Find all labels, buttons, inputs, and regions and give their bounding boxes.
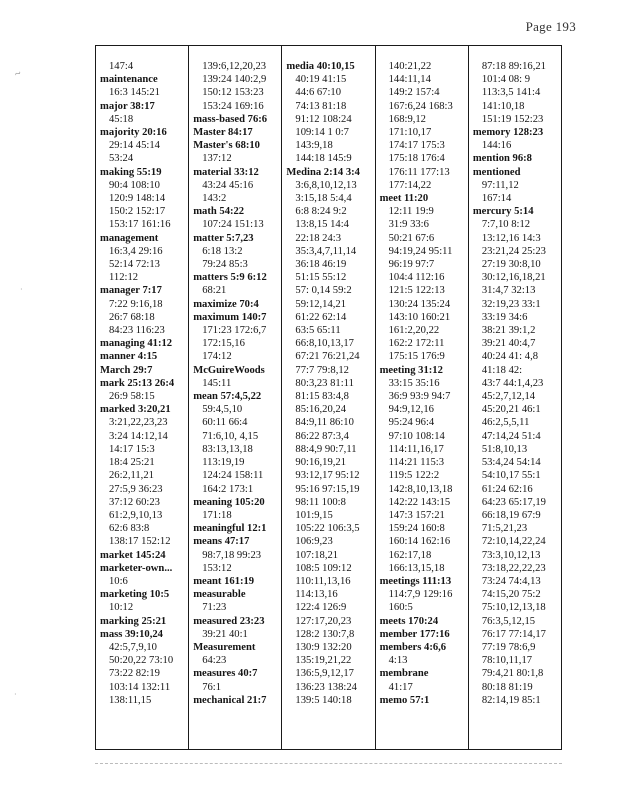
- index-reference: 139:6,12,20,23: [202, 61, 267, 72]
- index-term: manager 7:17: [100, 285, 162, 297]
- index-term: marked 3:20,21: [100, 404, 171, 416]
- index-term: members 4:6,6: [379, 641, 447, 653]
- index-reference: 143:10 160:21: [388, 311, 451, 323]
- index-reference: 41:17: [388, 681, 413, 693]
- index-reference: 81:15 83:4,8: [295, 391, 349, 403]
- index-reference: 110:11,13,16: [295, 575, 351, 587]
- index-term: McGuireWoods: [193, 364, 265, 376]
- margin-mark: ~: [13, 67, 23, 81]
- index-reference: 13:12,16 14:3: [481, 232, 541, 244]
- index-reference: 136:5,9,12,17: [295, 668, 354, 680]
- index-reference: 145:11: [202, 377, 232, 389]
- scan-edge: [95, 763, 562, 764]
- index-reference: 94:9,12,16: [388, 404, 434, 416]
- index-reference: 97:10 108:14: [388, 430, 445, 442]
- index-reference: 73:18,22,22,23: [481, 562, 546, 574]
- index-reference: 85:16,20,24: [295, 404, 347, 416]
- index-reference: 147:4: [109, 61, 134, 72]
- index-reference: 93:12,17 95:12: [295, 470, 360, 482]
- index-reference: 104:4 112:16: [388, 272, 445, 284]
- index-reference: 59:12,14,21: [295, 298, 347, 310]
- index-reference: 27:19 30:8,10: [481, 259, 541, 271]
- index-column-3: [281, 46, 374, 749]
- index-reference: 174:17 175:3: [388, 140, 445, 152]
- index-reference: 36:9 93:9 94:7: [388, 391, 451, 403]
- index-reference: 37:12 60:23: [109, 496, 160, 508]
- index-reference: 31:4,7 32:13: [481, 285, 536, 297]
- index-reference: 141:10,18: [481, 100, 525, 112]
- index-reference: 13:8,15 14:4: [295, 219, 349, 231]
- index-term: management: [100, 232, 159, 244]
- index-reference: 119:5 122:2: [388, 470, 440, 482]
- index-term: meeting 31:12: [379, 364, 443, 376]
- index-reference: 53:4,24 54:14: [481, 457, 541, 469]
- index-reference: 90:4 108:10: [109, 179, 160, 191]
- index-term: matters 5:9 6:12: [193, 272, 267, 284]
- index-reference: 95:24 96:4: [388, 417, 435, 429]
- index-reference: 3:21,22,23,23: [109, 417, 168, 429]
- index-reference: 39:21 40:1: [202, 628, 248, 640]
- index-reference: 140:21,22: [388, 61, 432, 72]
- index-reference: 147:3 157:21: [388, 509, 445, 521]
- index-reference: 62:6 83:8: [109, 523, 150, 535]
- index-term: marketing 10:5: [100, 589, 170, 601]
- index-reference: 68:21: [202, 285, 227, 297]
- index-reference: 130:9 132:20: [295, 641, 352, 653]
- index-term: marketer-own...: [100, 562, 173, 574]
- index-reference: 43:24 45:16: [202, 179, 254, 191]
- index-reference: 127:17,20,23: [295, 615, 352, 627]
- index-reference: 160:14 162:16: [388, 536, 451, 548]
- index-reference: 150:2 152:17: [109, 206, 166, 218]
- index-reference: 7:7,10 8:12: [481, 219, 531, 231]
- index-reference: 61:24 62:16: [481, 483, 533, 495]
- index-reference: 84:23 116:23: [109, 325, 165, 337]
- index-reference: 53:24: [109, 153, 134, 165]
- index-reference: 78:10,11,17: [481, 655, 533, 667]
- index-reference: 64:23 65:17,19: [481, 496, 546, 508]
- index-term: making 55:19: [100, 166, 162, 178]
- index-term: mercury 5:14: [472, 206, 534, 218]
- index-reference: 80:18 81:19: [481, 681, 533, 693]
- index-reference: 144:11,14: [388, 74, 431, 86]
- index-reference: 167:14: [481, 193, 512, 205]
- index-reference: 77:19 78:6,9: [481, 641, 536, 653]
- index-reference: 171:18: [202, 509, 232, 521]
- index-reference: 171:10,17: [388, 127, 432, 139]
- index-reference: 90:16,19,21: [295, 457, 347, 469]
- index-reference: 60:11 66:4: [202, 417, 248, 429]
- index-reference: 86:22 87:3,4: [295, 430, 349, 442]
- index-reference: 54:10,17 55:1: [481, 470, 541, 482]
- index-reference: 63:5 65:11: [295, 325, 341, 337]
- index-term: Master 84:17: [193, 127, 253, 139]
- index-reference: 128:2 130:7,8: [295, 628, 355, 640]
- index-reference: 51:8,10,13: [481, 443, 528, 455]
- index-reference: 84:9,11 86:10: [295, 417, 354, 429]
- index-column-4: [375, 46, 468, 749]
- index-term: math 54:22: [193, 206, 245, 218]
- index-reference: 51:15 55:12: [295, 272, 347, 284]
- index-reference: 130:24 135:24: [388, 298, 451, 310]
- index-term: memory 128:23: [472, 127, 544, 139]
- index-reference: 26:2,11,21: [109, 470, 154, 482]
- index-reference: 101:9,15: [295, 509, 333, 521]
- index-reference: 26:9 58:15: [109, 391, 155, 403]
- page-number: Page 193: [525, 19, 576, 34]
- index-reference: 59:4,5,10: [202, 404, 243, 416]
- index-reference: 39:21 40:4,7: [481, 338, 536, 350]
- index-reference: 31:9 33:6: [388, 219, 429, 231]
- index-term: majority 20:16: [100, 127, 167, 139]
- index-term: meetings 111:13: [379, 575, 452, 587]
- index-reference: 10:6: [109, 575, 128, 587]
- index-term: member 177:16: [379, 628, 450, 640]
- index-reference: 16:3 145:21: [109, 87, 160, 99]
- index-term: major 38:17: [100, 100, 155, 112]
- index-reference: 97:11,12: [481, 179, 519, 191]
- index-reference: 144:16: [481, 140, 512, 152]
- index-reference: 64:23: [202, 655, 227, 667]
- index-term: meaning 105:20: [193, 496, 265, 508]
- index-reference: 67:21 76:21,24: [295, 351, 360, 363]
- index-reference: 52:14 72:13: [109, 259, 160, 271]
- index-reference: 175:15 176:9: [388, 351, 445, 363]
- index-term: mechanical 21:7: [193, 694, 267, 706]
- index-reference: 47:14,24 51:4: [481, 430, 541, 442]
- index-reference: 95:16 97:15,19: [295, 483, 360, 495]
- index-reference: 79:24 85:3: [202, 259, 248, 271]
- index-reference: 73:3,10,12,13: [481, 549, 541, 561]
- index-reference: 171:23 172:6,7: [202, 325, 267, 337]
- index-reference: 36:18 46:19: [295, 259, 347, 271]
- index-reference: 153:24 169:16: [202, 100, 264, 112]
- index-term: means 47:17: [193, 536, 250, 548]
- index-reference: 46:2,5,5,11: [481, 417, 530, 429]
- index-reference: 57: 0,14 59:2: [295, 285, 352, 297]
- index-reference: 44:6 67:10: [295, 87, 342, 99]
- index-reference: 88:4,9 90:7,11: [295, 443, 357, 455]
- index-reference: 138:11,15: [109, 694, 152, 706]
- index-term: mass-based 76:6: [193, 113, 268, 125]
- index-reference: 50:21 67:6: [388, 232, 435, 244]
- index-term: mention 96:8: [472, 153, 532, 165]
- index-reference: 35:3,4,7,11,14: [295, 245, 357, 257]
- index-reference: 40:19 41:15: [295, 74, 347, 86]
- index-reference: 4:13: [388, 655, 408, 667]
- index-reference: 112:12: [109, 272, 139, 284]
- index-reference: 114:11,16,17: [388, 443, 444, 455]
- index-reference: 71:23: [202, 602, 227, 614]
- index-reference: 50:20,22 73:10: [109, 655, 174, 667]
- index-reference: 108:5 109:12: [295, 562, 352, 574]
- index-reference: 7:22 9:16,18: [109, 298, 163, 310]
- index-reference: 73:22 82:19: [109, 668, 160, 680]
- index-reference: 159:24 160:8: [388, 523, 445, 535]
- index-reference: 87:18 89:16,21: [481, 61, 546, 72]
- index-reference: 76:1: [202, 681, 222, 693]
- index-reference: 177:14,22: [388, 179, 432, 191]
- index-term: March 29:7: [100, 364, 153, 376]
- index-reference: 72:10,14,22,24: [481, 536, 546, 548]
- index-reference: 151:19 152:23: [481, 113, 544, 125]
- index-reference: 91:12 108:24: [295, 113, 352, 125]
- index-reference: 142:8,10,13,18: [388, 483, 453, 495]
- index-reference: 114:13,16: [295, 589, 338, 601]
- index-reference: 6:18 13:2: [202, 245, 243, 257]
- index-reference: 71:6,10, 4,15: [202, 430, 259, 442]
- index-reference: 32:19,23 33:1: [481, 298, 541, 310]
- index-reference: 109:14 1 0:7: [295, 127, 349, 139]
- index-term: meant 161:19: [193, 575, 255, 587]
- index-reference: 22:18 24:3: [295, 232, 342, 244]
- index-reference: 101:4 08: 9: [481, 74, 531, 86]
- index-term: market 145:24: [100, 549, 166, 561]
- index-term: manner 4:15: [100, 351, 158, 363]
- index-reference: 75:10,12,13,18: [481, 602, 546, 614]
- index-reference: 74:13 81:18: [295, 100, 347, 112]
- index-term: mentioned: [472, 166, 521, 178]
- margin-dot: ·: [14, 690, 17, 699]
- index-reference: 16:3,4 29:16: [109, 245, 163, 257]
- index-reference: 61:2,9,10,13: [109, 509, 163, 521]
- index-reference: 98:7,18 99:23: [202, 549, 262, 561]
- index-term: measures 40:7: [193, 668, 258, 680]
- index-reference: 136:23 138:24: [295, 681, 357, 693]
- index-reference: 40:24 41: 4,8: [481, 351, 539, 363]
- index-reference: 160:5: [388, 602, 413, 614]
- index-reference: 107:18,21: [295, 549, 339, 561]
- index-reference: 77:7 79:8,12: [295, 364, 349, 376]
- index-reference: 10:12: [109, 602, 134, 614]
- index-reference: 114:7,9 129:16: [388, 589, 453, 601]
- index-reference: 144:18 145:9: [295, 153, 352, 165]
- index-term: memo 57:1: [379, 694, 430, 706]
- index-reference: 114:21 115:3: [388, 457, 445, 469]
- index-reference: 106:9,23: [295, 536, 333, 548]
- index-reference: 137:12: [202, 153, 232, 165]
- index-reference: 45:18: [109, 113, 134, 125]
- index-reference: 168:9,12: [388, 113, 426, 125]
- index-reference: 26:7 68:18: [109, 311, 155, 323]
- index-term: meets 170:24: [379, 615, 439, 627]
- index-reference: 33:15 35:16: [388, 377, 440, 389]
- index-column-5: [468, 46, 561, 749]
- index-reference: 12:11 19:9: [388, 206, 434, 218]
- index-reference: 71:5,21,23: [481, 523, 528, 535]
- index-reference: 176:11 177:13: [388, 166, 450, 178]
- index-reference: 161:2,20,22: [388, 325, 440, 337]
- index-term: membrane: [379, 668, 429, 680]
- index-term: meet 11:20: [379, 193, 429, 205]
- index-reference: 107:24 151:13: [202, 219, 264, 231]
- index-reference: 3:6,8,10,12,13: [295, 179, 357, 191]
- index-term: measurable: [193, 589, 246, 601]
- index-reference: 80:3,23 81:11: [295, 377, 354, 389]
- index-reference: 98:11 100:8: [295, 496, 346, 508]
- index-reference: 113:3,5 141:4: [481, 87, 541, 99]
- index-reference: 162:2 172:11: [388, 338, 445, 350]
- index-reference: 83:13,13,18: [202, 443, 253, 455]
- index-reference: 3:24 14:12,14: [109, 430, 168, 442]
- index-term: maximize 70:4: [193, 298, 259, 310]
- index-reference: 120:9 148:14: [109, 193, 166, 205]
- index-reference: 66:8,10,13,17: [295, 338, 354, 350]
- index-term: maintenance: [100, 74, 158, 86]
- index-reference: 164:2 173:1: [202, 483, 254, 495]
- index-reference: 23:21,24 25:23: [481, 245, 546, 257]
- index-reference: 76:3,5,12,15: [481, 615, 536, 627]
- index-term: marking 25:21: [100, 615, 167, 627]
- index-reference: 41:18 42:: [481, 364, 523, 376]
- index-table: [95, 45, 562, 750]
- index-term: managing 41:12: [100, 338, 173, 350]
- index-reference: 143:2: [202, 193, 227, 205]
- index-reference: 142:22 143:15: [388, 496, 451, 508]
- index-reference: 29:14 45:14: [109, 140, 160, 152]
- index-reference: 174:12: [202, 351, 232, 363]
- margin-dot: ·: [20, 285, 23, 294]
- index-column-1: [96, 46, 188, 749]
- index-reference: 103:14 132:11: [109, 681, 171, 693]
- index-reference: 143:9,18: [295, 140, 333, 152]
- index-reference: 18:4 25:21: [109, 457, 155, 469]
- index-reference: 73:24 74:4,13: [481, 575, 541, 587]
- index-reference: 121:5 122:13: [388, 285, 445, 297]
- index-term: Master's 68:10: [193, 140, 260, 152]
- index-reference: 96:19 97:7: [388, 259, 435, 271]
- index-reference: 153:12: [202, 562, 232, 574]
- index-term: mark 25:13 26:4: [100, 377, 175, 389]
- index-reference: 42:5,7,9,10: [109, 641, 157, 653]
- index-reference: 124:24 158:11: [202, 470, 264, 482]
- index-term: maximum 140:7: [193, 311, 267, 323]
- index-reference: 82:14,19 85:1: [481, 694, 541, 706]
- index-reference: 113:19,19: [202, 457, 245, 469]
- index-reference: 38:21 39:1,2: [481, 325, 536, 337]
- index-term: Medina 2:14 3:4: [286, 166, 360, 178]
- index-reference: 94:19,24 95:11: [388, 245, 453, 257]
- index-reference: 27:5,9 36:23: [109, 483, 163, 495]
- index-reference: 138:17 152:12: [109, 536, 171, 548]
- index-reference: 135:19,21,22: [295, 655, 352, 667]
- index-reference: 33:19 34:6: [481, 311, 528, 323]
- index-reference: 61:22 62:14: [295, 311, 347, 323]
- index-term: media 40:10,15: [286, 61, 355, 72]
- index-reference: 76:17 77:14,17: [481, 628, 546, 640]
- index-term: Measurement: [193, 641, 256, 653]
- index-column-2: [188, 46, 281, 749]
- index-reference: 172:15,16: [202, 338, 245, 350]
- index-reference: 175:18 176:4: [388, 153, 445, 165]
- index-term: mean 57:4,5,22: [193, 391, 262, 403]
- index-reference: 3:15,18 5:4,4: [295, 193, 352, 205]
- index-reference: 66:18,19 67:9: [481, 509, 541, 521]
- index-reference: 162:17,18: [388, 549, 432, 561]
- index-reference: 122:4 126:9: [295, 602, 347, 614]
- index-term: matter 5:7,23: [193, 232, 254, 244]
- index-reference: 79:4,21 80:1,8: [481, 668, 544, 680]
- index-reference: 74:15,20 75:2: [481, 589, 541, 601]
- index-reference: 30:12,16,18,21: [481, 272, 546, 284]
- index-term: meaningful 12:1: [193, 523, 267, 535]
- index-reference: 105:22 106:3,5: [295, 523, 360, 535]
- index-reference: 150:12 153:23: [202, 87, 264, 99]
- index-reference: 139:24 140:2,9: [202, 74, 267, 86]
- index-reference: 167:6,24 168:3: [388, 100, 453, 112]
- index-term: mass 39:10,24: [100, 628, 163, 640]
- index-term: material 33:12: [193, 166, 259, 178]
- index-reference: 45:20,21 46:1: [481, 404, 541, 416]
- index-reference: 166:13,15,18: [388, 562, 445, 574]
- index-reference: 153:17 161:16: [109, 219, 171, 231]
- index-reference: 43:7 44:1,4,23: [481, 377, 544, 389]
- index-term: measured 23:23: [193, 615, 265, 627]
- index-reference: 14:17 15:3: [109, 443, 155, 455]
- index-reference: 6:8 8:24 9:2: [295, 206, 347, 218]
- index-reference: 149:2 157:4: [388, 87, 440, 99]
- index-reference: 139:5 140:18: [295, 694, 352, 706]
- index-reference: 45:2,7,12,14: [481, 391, 536, 403]
